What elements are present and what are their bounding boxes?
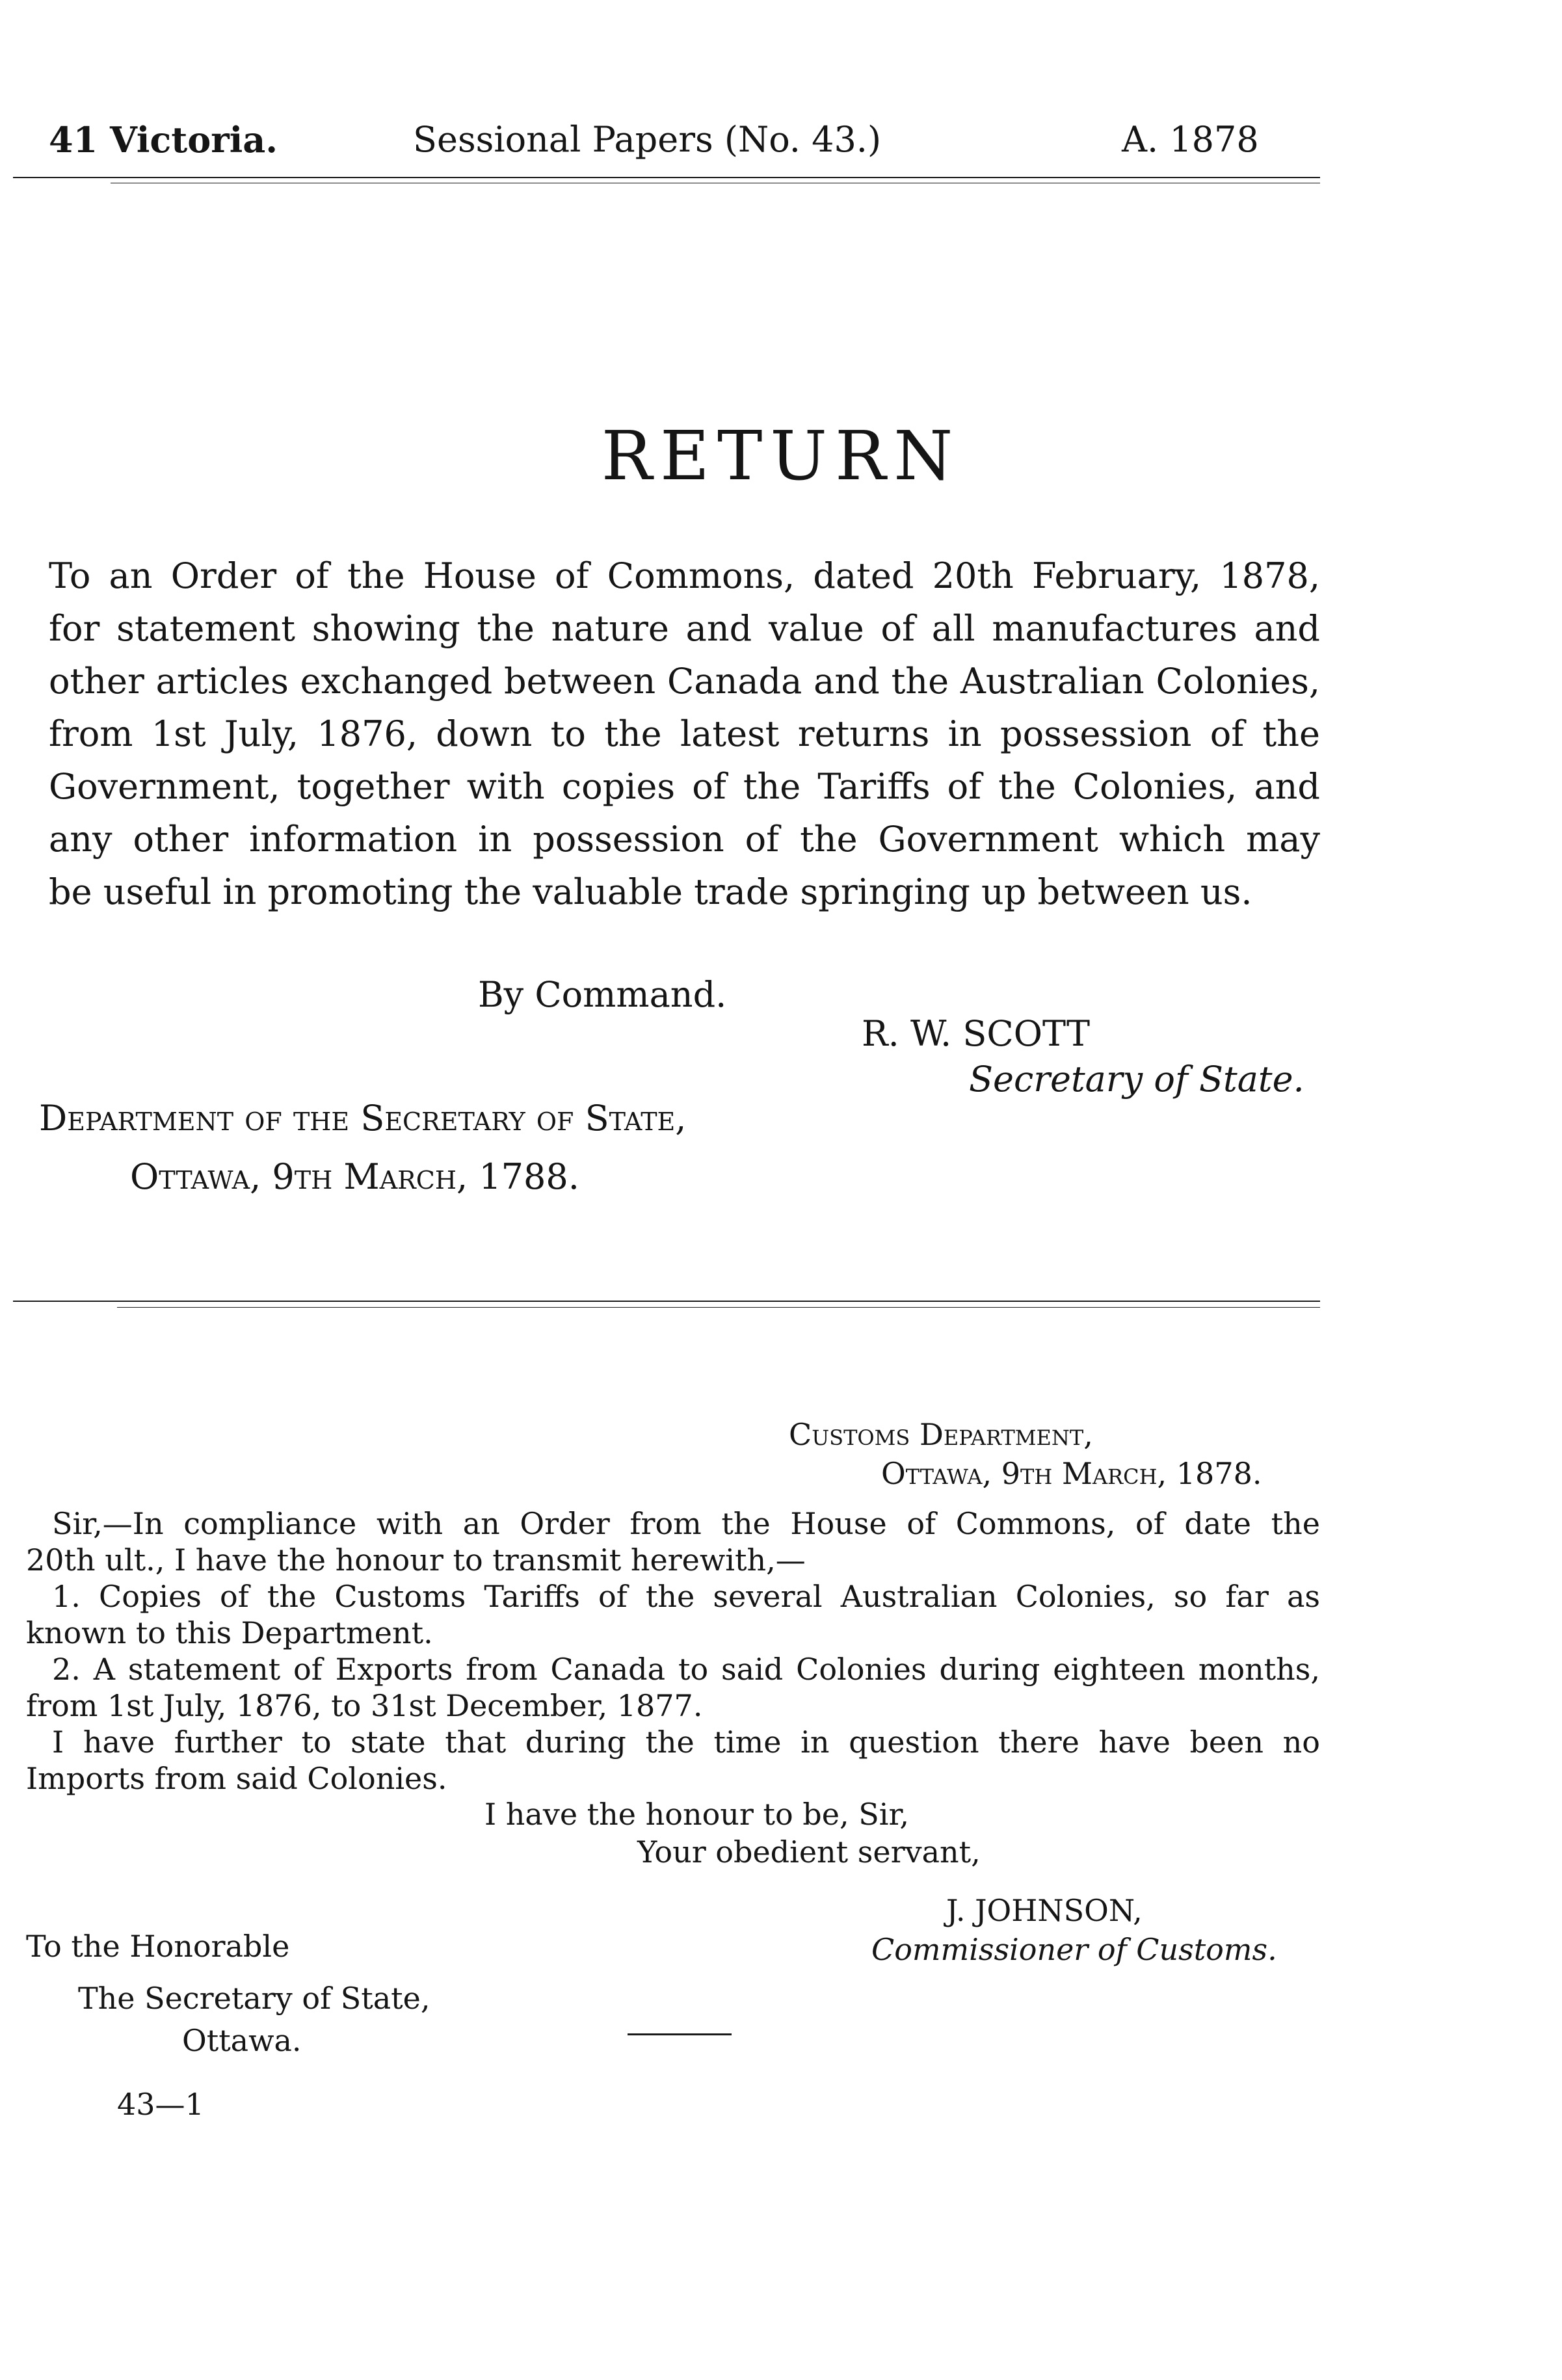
customs-department: Customs Department, [789,1417,1093,1452]
department-place-date: Ottawa, 9th March, 1788. [130,1156,579,1197]
letter-body [26,1505,1320,1797]
closing-rule [628,2033,732,2035]
customs-place-date: Ottawa, 9th March, 1878. [881,1456,1262,1491]
order-line: be useful in promoting the valuable trade springing up between us. [49,871,1252,912]
letter-line: Imports from said Colonies. [26,1761,447,1796]
letter-line: Sir,—In compliance with an Order from the House of Commons, of date the [52,1506,1320,1541]
header-sessional-papers: Sessional Papers (No. 43.) [413,119,882,160]
addressee-line: Ottawa. [182,2023,302,2058]
letter-line: 20th ult., I have the honour to transmit herewith,— [26,1542,806,1578]
order-paragraph [49,549,1320,918]
section-divider-lower [117,1307,1320,1308]
letter-line: known to this Department. [26,1615,433,1650]
order-line: from 1st July, 1876, down to the latest returns in possession of the [49,713,1320,754]
addressee-line: The Secretary of State, [78,1981,430,2016]
addressee-line: To the Honorable [26,1929,290,1964]
order-line: Government, together with copies of the Tariffs of the Colonies, and [49,766,1320,807]
page-number: 43—1 [117,2087,204,2122]
letter-valediction: Your obedient servant, [637,1834,981,1870]
order-line: To an Order of the House of Commons, dated 20th February, 1878, [49,555,1320,596]
letter-line: 2. A statement of Exports from Canada to said Colonies during eighteen months, [52,1652,1320,1687]
department-name: Department of the Secretary of State, [39,1098,687,1139]
signatory-title: Secretary of State. [969,1059,1304,1100]
header-volume: 41 Victoria. [49,119,278,161]
section-divider [13,1301,1320,1302]
letter-line: 1. Copies of the Customs Tariffs of the several Australian Colonies, so far as [52,1579,1320,1614]
sender-title: Commissioner of Customs. [871,1932,1277,1967]
by-command: By Command. [478,974,727,1015]
signatory-name: R. W. SCOTT [862,1013,1090,1054]
order-line: other articles exchanged between Canada and the Australian Colonies, [49,661,1320,702]
sender-name: J. JOHNSON, [946,1893,1143,1928]
header-year: A. 1878 [1122,119,1259,160]
document-title: RETURN [601,416,961,496]
header-rule [13,177,1320,178]
letter-line: I have further to state that during the time in question there have been no [52,1725,1320,1760]
letter-closing: I have the honour to be, Sir, [484,1797,910,1832]
letter-line: from 1st July, 1876, to 31st December, 1877. [26,1688,703,1723]
order-line: any other information in possession of the Government which may [49,819,1320,860]
order-line: for statement showing the nature and value of all manufactures and [49,608,1320,649]
